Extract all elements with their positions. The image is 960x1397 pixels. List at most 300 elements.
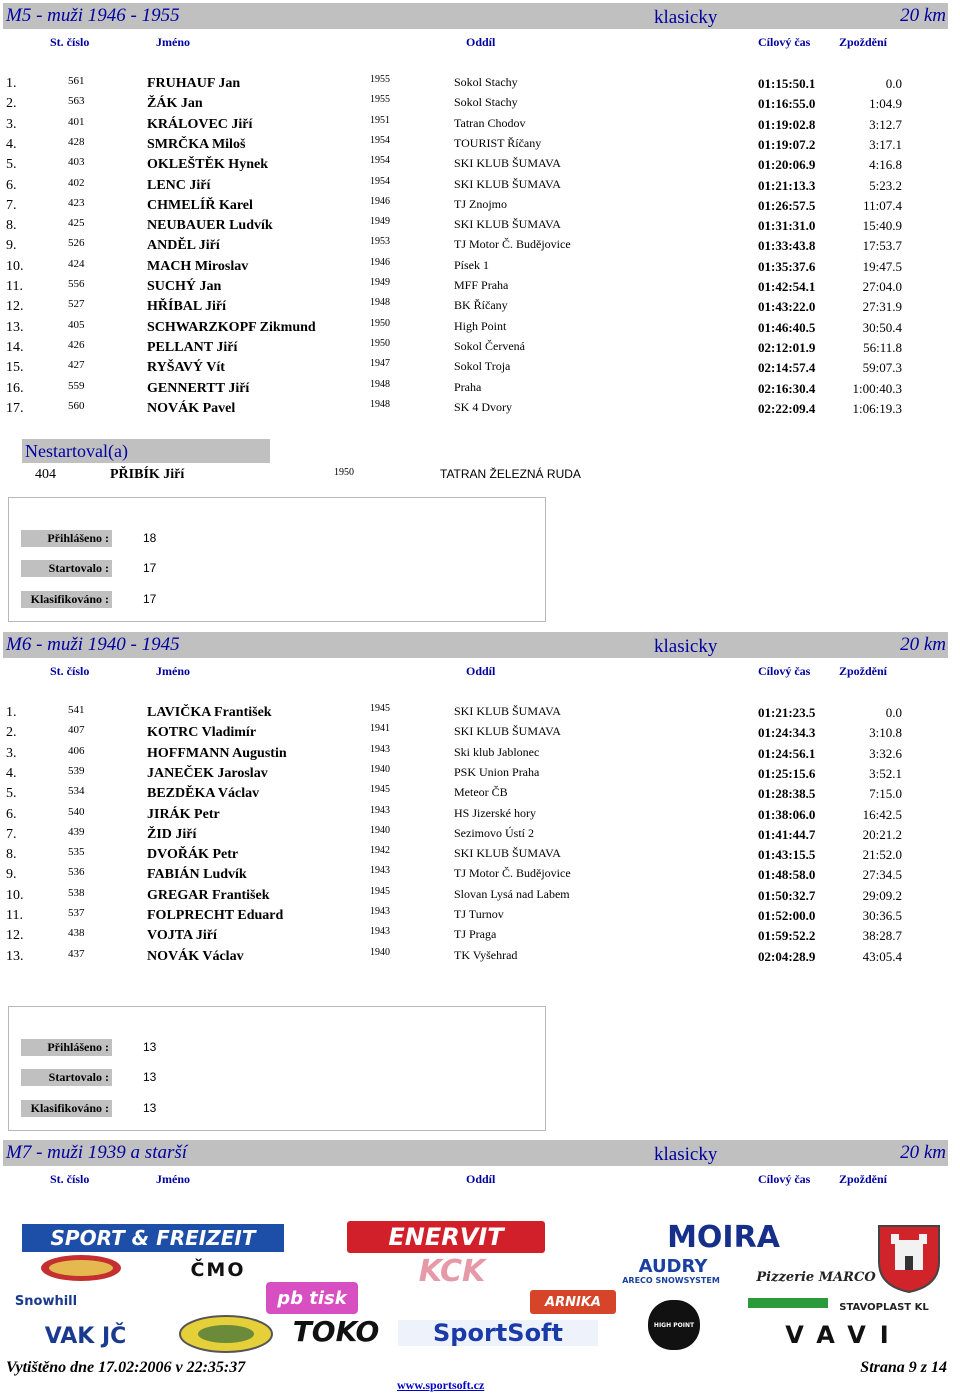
green-stripe-icon <box>748 1298 828 1308</box>
start-number: 536 <box>68 866 85 879</box>
dns-header <box>22 439 270 463</box>
rank: 5. <box>6 157 17 173</box>
table-row <box>0 804 960 824</box>
time-delay: 1:06:19.3 <box>852 400 902 416</box>
rank: 1. <box>6 705 17 720</box>
sponsor-logo-areco: ARECO SNOWSYSTEM <box>622 1275 720 1285</box>
sponsor-logo-arnika: ARNIKA <box>530 1290 616 1314</box>
competitor-name: LAVIČKA František <box>147 705 272 720</box>
start-number: 423 <box>68 196 85 209</box>
table-row <box>0 864 960 884</box>
time-delay: 59:07.3 <box>862 360 902 376</box>
start-number: 541 <box>68 704 85 716</box>
start-number: 425 <box>68 217 85 230</box>
rank: 15. <box>6 360 24 376</box>
competitor-name: GREGAR František <box>147 887 270 903</box>
club-name: SKI KLUB ŠUMAVA <box>454 724 561 739</box>
rank: 9. <box>6 238 17 254</box>
birth-year: 1951 <box>370 114 390 126</box>
competitor-name: SUCHÝ Jan <box>147 279 222 294</box>
time-delay: 15:40.9 <box>862 218 902 234</box>
col-finish-time: Cílový čas <box>758 35 811 49</box>
competitor-name: BEZDĚKA Václav <box>147 786 260 802</box>
col-club: Oddíl <box>466 664 496 678</box>
stat-started-value: 17 <box>143 561 157 575</box>
birth-year: 1943 <box>370 865 390 877</box>
rank: 1. <box>6 76 17 91</box>
finish-time: 01:38:06.0 <box>758 806 816 822</box>
rank: 9. <box>6 867 17 883</box>
finish-time: 01:21:13.3 <box>758 177 816 193</box>
table-row <box>0 154 960 174</box>
start-number: 534 <box>68 785 85 798</box>
club-name: TJ Motor Č. Budějovice <box>454 866 571 881</box>
table-row <box>0 235 960 255</box>
category-distance: 20 km <box>900 5 946 26</box>
start-number: 426 <box>68 338 85 351</box>
start-number: 556 <box>68 278 85 290</box>
finish-time: 01:48:58.0 <box>758 867 816 883</box>
rank: 12. <box>6 928 24 944</box>
club-name: MFF Praha <box>454 278 509 292</box>
sponsor-logo-vak-jc: VAK JČ <box>44 1323 127 1349</box>
rank: 3. <box>6 745 17 761</box>
finish-time: 01:15:50.1 <box>758 76 816 91</box>
club-name: Sezimovo Ústí 2 <box>454 825 534 840</box>
competitor-name: MACH Miroslav <box>147 258 249 274</box>
finish-time: 01:43:15.5 <box>758 847 816 863</box>
competitor-name: DVOŘÁK Petr <box>147 847 239 863</box>
rank: 16. <box>6 380 24 396</box>
sponsor-logo-vavi: VAVI <box>785 1321 903 1349</box>
start-number: 403 <box>68 156 85 169</box>
club-name: Ski klub Jablonec <box>454 744 540 759</box>
start-number: 401 <box>68 115 85 128</box>
time-delay: 16:42.5 <box>862 806 902 822</box>
finish-time: 01:50:32.7 <box>758 887 816 903</box>
col-start-number: St. číslo <box>50 1172 90 1186</box>
competitor-name: FRUHAUF Jan <box>147 76 241 91</box>
column-headers <box>0 664 960 682</box>
start-number: 538 <box>68 886 85 899</box>
table-row <box>0 844 960 864</box>
start-number: 402 <box>68 176 85 189</box>
rank: 11. <box>6 279 23 294</box>
time-delay: 4:16.8 <box>869 157 902 173</box>
club-name: PSK Union Praha <box>454 764 540 779</box>
time-delay: 0.0 <box>885 76 902 91</box>
dns-name: PŘIBÍK Jiří <box>110 467 185 482</box>
col-name: Jméno <box>156 1172 190 1186</box>
finish-time: 01:21:23.5 <box>758 705 816 720</box>
sponsor-logo-stavoplast: STAVOPLAST KL <box>839 1301 929 1313</box>
birth-year: 1954 <box>370 134 390 146</box>
finish-time: 01:33:43.8 <box>758 238 816 254</box>
competitor-name: JANEČEK Jaroslav <box>147 765 268 781</box>
start-number: 428 <box>68 135 85 148</box>
competitor-name: FABIÁN Ludvík <box>147 867 247 883</box>
birth-year: 1946 <box>370 195 390 207</box>
time-delay: 1:04.9 <box>869 96 902 112</box>
table-row <box>0 73 960 93</box>
time-delay: 21:52.0 <box>862 847 902 863</box>
competitor-name: FOLPRECHT Eduard <box>147 908 284 923</box>
start-number: 427 <box>68 359 85 372</box>
club-name: Tatran Chodov <box>454 115 526 130</box>
category-distance: 20 km <box>900 634 946 655</box>
competitor-name: RYŠAVÝ Vít <box>147 360 225 376</box>
table-row <box>0 134 960 154</box>
time-delay: 19:47.5 <box>862 258 902 274</box>
club-name: Sokol Troja <box>454 359 511 374</box>
finish-time: 01:25:15.6 <box>758 765 816 781</box>
start-number: 437 <box>68 947 85 960</box>
page-number: Strana 9 z 14 <box>860 1359 947 1376</box>
finish-time: 01:26:57.5 <box>758 197 816 213</box>
time-delay: 56:11.8 <box>863 339 902 355</box>
rank: 2. <box>6 96 17 112</box>
table-row <box>0 885 960 905</box>
sponsor-logo-pizzerie-marco: Pizzerie MARCO <box>756 1269 876 1285</box>
finish-time: 02:16:30.4 <box>758 380 816 396</box>
stat-registered-value: 13 <box>143 1040 157 1054</box>
rank: 10. <box>6 258 24 274</box>
rank: 5. <box>6 786 17 802</box>
birth-year: 1943 <box>370 743 390 755</box>
start-number: 407 <box>68 724 85 737</box>
col-club: Oddíl <box>466 1172 496 1186</box>
time-delay: 5:23.2 <box>869 177 902 193</box>
competitor-name: SCHWARZKOPF Zikmund <box>147 319 316 335</box>
time-delay: 20:21.2 <box>862 826 902 842</box>
col-delay: Zpoždění <box>839 35 888 49</box>
club-name: TJ Praga <box>454 927 497 942</box>
table-row <box>0 925 960 945</box>
print-timestamp: Vytištěno dne 17.02:2006 v 22:35:37 <box>6 1359 246 1376</box>
col-name: Jméno <box>156 664 190 678</box>
table-row <box>0 722 960 742</box>
time-delay: 3:17.1 <box>869 136 902 152</box>
rank: 3. <box>6 116 17 132</box>
sponsor-logo-kck: KCK <box>418 1253 486 1289</box>
birth-year: 1945 <box>370 784 390 796</box>
category-title: M6 - muži 1940 - 1945 <box>6 634 180 655</box>
finish-time: 01:16:55.0 <box>758 96 816 112</box>
club-name: BK Říčany <box>454 298 508 313</box>
competitor-name: NEUBAUER Ludvík <box>147 218 273 234</box>
finish-time: 02:04:28.9 <box>758 948 816 964</box>
table-row <box>0 763 960 783</box>
sponsor-seal-logo <box>40 1254 122 1282</box>
birth-year: 1953 <box>370 236 390 248</box>
start-number: 535 <box>68 846 85 859</box>
sponsor-logo-snowhill: Snowhill <box>14 1293 78 1309</box>
competitor-name: CHMELÍŘ Karel <box>147 197 253 213</box>
birth-year: 1942 <box>370 845 390 857</box>
category-style: klasicky <box>654 636 718 657</box>
start-number: 563 <box>68 95 85 108</box>
dns-title: Nestartoval(a) <box>25 441 128 461</box>
table-row <box>0 93 960 113</box>
category-header-m6 <box>3 632 948 658</box>
finish-time: 01:46:40.5 <box>758 319 816 335</box>
start-number: 406 <box>68 744 85 757</box>
rank: 7. <box>6 197 17 213</box>
start-number: 537 <box>68 907 85 919</box>
finish-time: 01:43:22.0 <box>758 299 816 315</box>
category-style: klasicky <box>654 7 718 28</box>
start-number: 561 <box>68 75 85 87</box>
birth-year: 1943 <box>370 926 390 938</box>
table-row <box>0 215 960 235</box>
stat-started-label: Startovalo : <box>21 1069 112 1086</box>
competitor-name: ŽID Jiří <box>147 826 197 842</box>
club-name: TOURIST Říčany <box>454 135 542 150</box>
birth-year: 1947 <box>370 358 390 370</box>
finish-time: 02:14:57.4 <box>758 360 816 376</box>
rank: 10. <box>6 887 24 903</box>
birth-year: 1943 <box>370 804 390 816</box>
website-link[interactable]: www.sportsoft.cz <box>397 1378 485 1392</box>
rank: 2. <box>6 725 17 741</box>
time-delay: 43:05.4 <box>862 948 902 964</box>
club-name: SKI KLUB ŠUMAVA <box>454 704 561 718</box>
competitor-name: ŽÁK Jan <box>147 96 203 112</box>
birth-year: 1954 <box>370 155 390 167</box>
dns-row <box>0 465 960 485</box>
stat-classified-value: 17 <box>143 592 157 606</box>
birth-year: 1940 <box>370 763 390 775</box>
table-row <box>0 946 960 966</box>
dns-number: 404 <box>35 467 56 482</box>
stat-classified-value: 13 <box>143 1101 157 1115</box>
competitor-name: GENNERTT Jiří <box>147 380 250 396</box>
competitor-name: HŘÍBAL Jiří <box>147 299 226 315</box>
table-row <box>0 357 960 377</box>
stat-started-value: 13 <box>143 1070 157 1084</box>
club-name: SKI KLUB ŠUMAVA <box>454 176 561 191</box>
sponsor-emblem-logo <box>178 1314 274 1354</box>
finish-time: 01:59:52.2 <box>758 928 816 944</box>
table-row <box>0 195 960 215</box>
competitor-name: OKLEŠTĚK Hynek <box>147 157 268 173</box>
competitor-name: KRÁLOVEC Jiří <box>147 116 253 132</box>
club-name: High Point <box>454 318 507 333</box>
rank: 8. <box>6 218 17 234</box>
rank: 6. <box>6 177 17 193</box>
table-row <box>0 702 960 722</box>
rank: 13. <box>6 948 24 964</box>
table-row <box>0 317 960 337</box>
birth-year: 1941 <box>370 723 390 735</box>
rank: 12. <box>6 299 24 315</box>
column-headers <box>0 1172 960 1190</box>
finish-time: 01:24:34.3 <box>758 725 816 741</box>
competitor-name: KOTRC Vladimír <box>147 725 257 741</box>
birth-year: 1949 <box>370 216 390 228</box>
sponsor-logo-pb-tisk: pb tisk <box>266 1282 358 1314</box>
club-name: Slovan Lysá nad Labem <box>454 886 570 901</box>
club-name: SKI KLUB ŠUMAVA <box>454 156 561 171</box>
start-number: 405 <box>68 318 85 331</box>
birth-year: 1946 <box>370 256 390 268</box>
table-row <box>0 276 960 296</box>
finish-time: 01:52:00.0 <box>758 908 816 923</box>
birth-year: 1955 <box>370 74 390 85</box>
sponsor-logo-sport-freizeit: SPORT & FREIZEIT <box>22 1224 284 1252</box>
table-row <box>0 114 960 134</box>
club-name: Písek 1 <box>454 257 490 272</box>
stat-registered-value: 18 <box>143 531 157 545</box>
time-delay: 30:50.4 <box>862 319 902 335</box>
club-name: Sokol Červená <box>454 338 525 353</box>
start-number: 527 <box>68 298 85 311</box>
stats-box-m5 <box>8 497 546 622</box>
start-number: 439 <box>68 825 85 838</box>
start-number: 560 <box>68 399 85 412</box>
birth-year: 1949 <box>370 277 390 288</box>
rank: 8. <box>6 847 17 863</box>
rank: 11. <box>6 908 23 923</box>
birth-year: 1940 <box>370 946 390 958</box>
birth-year: 1945 <box>370 885 390 897</box>
sponsor-logo-audry: AUDRY <box>638 1255 708 1277</box>
club-name: Sokol Stachy <box>454 95 518 110</box>
finish-time: 02:12:01.9 <box>758 339 816 355</box>
rank: 13. <box>6 319 24 335</box>
time-delay: 27:04.0 <box>862 279 902 294</box>
competitor-name: JIRÁK Petr <box>147 806 220 822</box>
rank: 4. <box>6 136 17 152</box>
time-delay: 3:12.7 <box>869 116 902 132</box>
category-title: M5 - muži 1946 - 1955 <box>6 5 180 26</box>
col-name: Jméno <box>156 35 190 49</box>
sponsor-logo-moira: MOIRA <box>667 1219 780 1255</box>
start-number: 438 <box>68 927 85 940</box>
club-name: Sokol Stachy <box>454 75 518 89</box>
col-start-number: St. číslo <box>50 664 90 678</box>
category-header-m5 <box>3 3 948 29</box>
competitor-name: ANDĚL Jiří <box>147 238 220 254</box>
birth-year: 1948 <box>370 297 390 309</box>
stat-classified-label: Klasifikováno : <box>21 591 112 608</box>
col-club: Oddíl <box>466 35 496 49</box>
start-number: 539 <box>68 764 85 777</box>
finish-time: 01:24:56.1 <box>758 745 816 761</box>
dns-year: 1950 <box>334 467 354 478</box>
col-finish-time: Cílový čas <box>758 664 811 678</box>
table-row <box>0 175 960 195</box>
town-coat-of-arms-icon <box>873 1222 945 1294</box>
time-delay: 38:28.7 <box>862 928 902 944</box>
finish-time: 01:28:38.5 <box>758 786 816 802</box>
club-name: TK Vyšehrad <box>454 947 518 962</box>
finish-time: 01:19:07.2 <box>758 136 816 152</box>
start-number: 559 <box>68 379 85 392</box>
table-row <box>0 905 960 925</box>
competitor-name: NOVÁK Václav <box>147 948 244 964</box>
club-name: HS Jizerské hory <box>454 805 536 820</box>
finish-time: 02:22:09.4 <box>758 400 816 416</box>
club-name: SKI KLUB ŠUMAVA <box>454 217 561 232</box>
stat-classified-label: Klasifikováno : <box>21 1100 112 1117</box>
table-row <box>0 256 960 276</box>
table-row <box>0 783 960 803</box>
birth-year: 1955 <box>370 94 390 106</box>
table-row <box>0 296 960 316</box>
birth-year: 1954 <box>370 175 390 187</box>
finish-time: 01:31:31.0 <box>758 218 816 234</box>
category-header-m7 <box>3 1140 948 1166</box>
sponsor-logo-toko: TOKO <box>292 1314 380 1348</box>
table-row <box>0 743 960 763</box>
birth-year: 1943 <box>370 906 390 917</box>
time-delay: 3:52.1 <box>869 765 902 781</box>
finish-time: 01:42:54.1 <box>758 279 816 294</box>
time-delay: 3:10.8 <box>869 725 902 741</box>
col-delay: Zpoždění <box>839 664 888 678</box>
table-row <box>0 337 960 357</box>
time-delay: 3:32.6 <box>869 745 902 761</box>
club-name: Meteor ČB <box>454 785 508 800</box>
rank: 6. <box>6 806 17 822</box>
sponsor-logo-enervit: ENERVIT <box>347 1221 545 1253</box>
competitor-name: PELLANT Jiří <box>147 339 238 355</box>
club-name: SKI KLUB ŠUMAVA <box>454 846 561 861</box>
sponsor-logo-cmo: ČMO <box>190 1259 246 1281</box>
time-delay: 29:09.2 <box>862 887 902 903</box>
time-delay: 7:15.0 <box>869 786 902 802</box>
competitor-name: LENC Jiří <box>147 177 211 193</box>
time-delay: 1:00:40.3 <box>852 380 902 396</box>
club-name: TJ Motor Č. Budějovice <box>454 237 571 252</box>
birth-year: 1948 <box>370 378 390 390</box>
table-row <box>0 398 960 418</box>
club-name: SK 4 Dvory <box>454 399 513 414</box>
start-number: 526 <box>68 237 85 250</box>
birth-year: 1950 <box>370 337 390 349</box>
stats-box-m6 <box>8 1006 546 1131</box>
club-name: Praha <box>454 379 482 394</box>
birth-year: 1940 <box>370 824 390 836</box>
category-distance: 20 km <box>900 1142 946 1163</box>
rank: 14. <box>6 339 24 355</box>
table-row <box>0 824 960 844</box>
stat-started-label: Startovalo : <box>21 560 112 577</box>
column-headers <box>0 35 960 53</box>
time-delay: 17:53.7 <box>862 238 902 254</box>
stat-registered-label: Přihlášeno : <box>21 1039 112 1056</box>
col-finish-time: Cílový čas <box>758 1172 811 1186</box>
stat-registered-label: Přihlášeno : <box>21 530 112 547</box>
rank: 7. <box>6 826 17 842</box>
sponsor-logo-sportsoft: SportSoft <box>398 1320 598 1346</box>
rank: 17. <box>6 400 24 416</box>
competitor-name: SMRČKA Miloš <box>147 136 246 152</box>
time-delay: 27:31.9 <box>862 299 902 315</box>
competitor-name: NOVÁK Pavel <box>147 400 236 416</box>
start-number: 540 <box>68 805 85 818</box>
time-delay: 0.0 <box>885 705 902 720</box>
competitor-name: HOFFMANN Augustin <box>147 745 287 761</box>
category-title: M7 - muži 1939 a starší <box>6 1142 188 1163</box>
club-name: TJ Znojmo <box>454 196 507 211</box>
birth-year: 1948 <box>370 398 390 410</box>
time-delay: 30:36.5 <box>862 908 902 923</box>
finish-time: 01:35:37.6 <box>758 258 816 274</box>
birth-year: 1950 <box>370 317 390 329</box>
category-style: klasicky <box>654 1144 718 1165</box>
